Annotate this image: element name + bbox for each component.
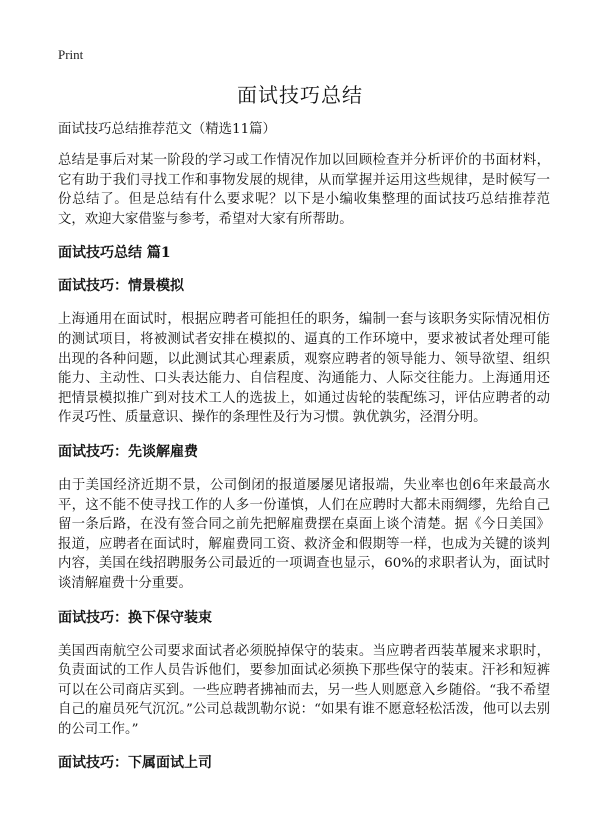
section-body-3: 美国西南航空公司要求面试者必须脱掉保守的装束。当应聘者西装革履来求职时，负责面试的工作人员告诉他们，要参加面试必须换下那些保守的装束。汗衫和短裤可以在公司商店买到。一些应聘者拂袖而去，另一些人则愿意入乡随俗。“我不希望自己的雇员死气沉沉。”公司总裁凯勒尔说：“如果有谁不愿意轻松活泼，他可以去别的公司工作。” xyxy=(58,643,550,737)
page-title: 面试技巧总结 xyxy=(237,83,363,107)
print-label: Print xyxy=(58,47,84,62)
intro-paragraph: 总结是事后对某一阶段的学习或工作情况作加以回顾检查并分析评价的书面材料，它有助于我们寻找工作和事物发展的规律，从而掌握并运用这些规律，是时候写一份总结了。但是总结有什么要求呢？以下是小编收集整理的面试技巧总结推荐范文，欢迎大家借鉴与参考，希望对大家有所帮助。 xyxy=(58,153,550,227)
section-heading-2: 面试技巧：先谈解雇费 xyxy=(58,443,198,460)
document-body xyxy=(58,121,550,787)
section-body-2: 由于美国经济近期不景，公司倒闭的报道屡屡见诸报端，失业率也创6年来最高水平，这不能不使寻找工作的人多一份谨慎，人们在应聘时大都未雨绸缪，先给自己留一条后路，在没有签合同之前先把解雇费摆在桌面上谈个清楚。据《今日美国》报道，应聘者在面试时，解雇费同工资、救济金和假期等一样，也成为关键的谈判内容，美国在线招聘服务公司最近的一项调查也显示，60%的求职者认为，面试时谈清解雇费十分重要。 xyxy=(58,477,550,591)
section-heading-4: 面试技巧：下属面试上司 xyxy=(58,755,212,772)
section-heading-1: 面试技巧：情景模拟 xyxy=(58,278,184,295)
article-heading: 面试技巧总结 篇1 xyxy=(58,245,171,262)
section-body-1: 上海通用在面试时，根据应聘者可能担任的职务，编制一套与该职务实际情况相仿的测试项目，将被测试者安排在模拟的、逼真的工作环境中，要求被试者处理可能出现的各种问题，以此测试其心理素质，观察应聘者的领导能力、领导欲望、组织能力、主动性、口头表达能力、自信程度、沟通能力、人际交往能力。上海通用还把情景模拟推广到对技术工人的选拔上，如通过齿轮的装配练习，评估应聘者的动作灵巧性、质量意识、操作的条理性及行为习惯。孰优孰劣，泾渭分明。 xyxy=(58,312,550,426)
section-heading-3: 面试技巧：换下保守装束 xyxy=(58,609,212,626)
document-subtitle: 面试技巧总结推荐范文（精选11篇） xyxy=(58,122,276,137)
